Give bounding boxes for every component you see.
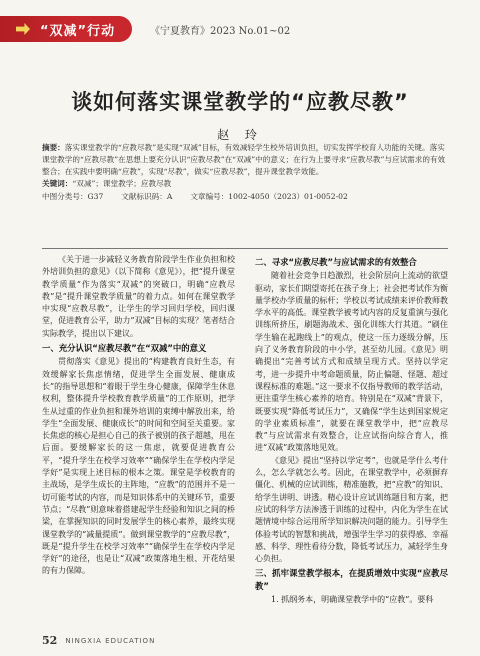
- article-author: 赵 玲: [217, 128, 263, 142]
- page-footer: [42, 634, 155, 647]
- section-heading: 二、寻求“应教尽教”与应试需求的有效整合: [255, 257, 417, 267]
- arrow-icon: [16, 23, 30, 35]
- keywords-label: 关键词：: [42, 179, 73, 188]
- document-code: 文献标识码：A: [121, 192, 173, 201]
- clc-number: 中图分类号：G37: [42, 192, 104, 201]
- divider: [42, 248, 448, 249]
- abstract-label: 摘要：: [42, 143, 65, 152]
- paragraph: 1. 抓纲务本，明确课堂教学中的“应教”。要科: [271, 595, 434, 605]
- section-banner: [0, 16, 132, 42]
- journal-issue: 《宁夏教育》2023 No.01~02: [150, 26, 291, 37]
- abstract-block: [42, 142, 448, 203]
- paragraph: 《意见》提出“坚持以学定考”，也就是学什么考什么，怎么学就怎么考。因此，在课堂教学中，必须摒弃僵化、机械的应试训练，精准施教，把“应教”的知识、给学生讲明、讲透。精心设计应试训练题目和方案，把应试的科学方法渗透于训练的过程中，内化为学生在试题情境中综合运用所学知识解决问题的能力。引导学生体验考试的智慧和挑战，增强学生学习的获得感、幸福感、科学、理性看待分数，降低考试压力，减轻学生身心负担。: [255, 455, 448, 564]
- paragraph: 《关于进一步减轻义务教育阶段学生作业负担和校外培训负担的意见》（以下简称《意见》），把“提升课堂教学质量”作为落实“双减”的突破口，明确“应教尽教”是“提升课堂教学质量”的着力点。如何在课堂教学中实现“应教尽教”，让学生的学习回归学校，回归课堂，促进教育公平，助力“双减”目标的实现？笔者结合实际教学，提出以下建议。: [42, 255, 235, 338]
- left-column: [42, 254, 235, 578]
- page-number: 52: [42, 634, 58, 647]
- paragraph: 贯彻落实《意见》提出的“构建教育良好生态，有效缓解家长焦虑情绪，促进学生全面发展、健康成长”的指导思想和“着眼于学生身心健康，保障学生休息权利，整体提升学校教育教学质量”的工作原则，把学生从过重的作业负担和课外培训的束缚中解放出来，给学生“全面发展、健康成长”的时间和空间至关重要。家长焦虑的核心是担心自己的孩子被别的孩子超越，甩在后面。要缓解家长的这一焦虑，就要促进教育公平，“提升学生在校学习效率”“确保学生在学校内学足学好”是实现上述目标的根本之策。课堂是学校教育的主战场，是学生成长的主阵地，“应教”的范围并不是一切可能考试的内容，而是知识体系中的关键环节，重要节点；“尽教”则意味着搭建起学生经验和知识之间的桥梁，在掌握知识的同时发展学生的核心素养，最终实现课堂教学的“减量提质”。做到课堂教学的“应教尽教”，既是“提升学生在校学习效率”“确保学生在学校内学足学好”的途径，也是让“双减”政策落地生根、开花结果的有力保障。: [42, 357, 235, 576]
- paragraph: 随着社会竞争日趋激烈，社会阶层向上流动的欲望驱动，家长们期望寄托在孩子身上；社会把考试作为衡量学校办学质量的标杆；学校以考试成绩来评价教师教学水平的高低。课堂教学被考试内容的反复重演与强化训练所挤压，刷题海战术、强化训练大行其道。“刷住学生输在起跑线上”的观点，使这一压力逐级分解，压向了义务教育阶段的中小学，甚至幼儿园。《意见》明确提出“完善考试方式和成绩呈现方式。坚持以学定考，进一步提升中考命题质量，防止偏题、怪题、超过课程标准的难题。”这一要求不仅指导教师的教学活动，更注重学生核心素养的培育。特别是在“双减”背景下，既要实现“降低考试压力”，又确保“学生达到国家规定的学业素质标准”，就要在课堂教学中，把“应教尽教”与应试需求有效整合，让应试指向综合育人，推进“双减”政策落地见效。: [255, 271, 448, 453]
- page-header: [0, 0, 480, 50]
- journal-name-en: NINGXIA EDUCATION: [65, 636, 156, 645]
- keywords-value: “双减”；课堂教学；应教尽教: [72, 179, 172, 188]
- section-heading: 一、充分认识“应教尽教”在“双减”中的意义: [42, 343, 207, 354]
- section-banner-label: “双减”行动: [40, 24, 116, 39]
- article-number: 文章编号：1002-4050（2023）01-0052-02: [190, 192, 348, 201]
- keywords-line: [42, 178, 448, 190]
- right-column: [255, 254, 448, 606]
- abstract-text: [42, 142, 448, 178]
- classification-row: [42, 191, 448, 203]
- section-heading: 三、抓牢课堂教学根本，在提质增效中实现“应教尽教”: [255, 568, 448, 591]
- abstract-body: 落实课堂教学的“应教尽教”是实现“双减”目标，有效减轻学生校外培训负担，切实发挥学校育人功能的关键。落实课堂教学的“应教尽教”在思想上要充分认识“应教尽教”在“双减”中的意义；在行为上要寻求“应教尽教”与应试需求的有效整合；在实践中要明确“应教”，实现“尽教”，做实“应教尽教”，提升课堂教学效能。: [42, 143, 446, 176]
- article-title: 谈如何落实课堂教学的“应教尽教”: [71, 90, 409, 114]
